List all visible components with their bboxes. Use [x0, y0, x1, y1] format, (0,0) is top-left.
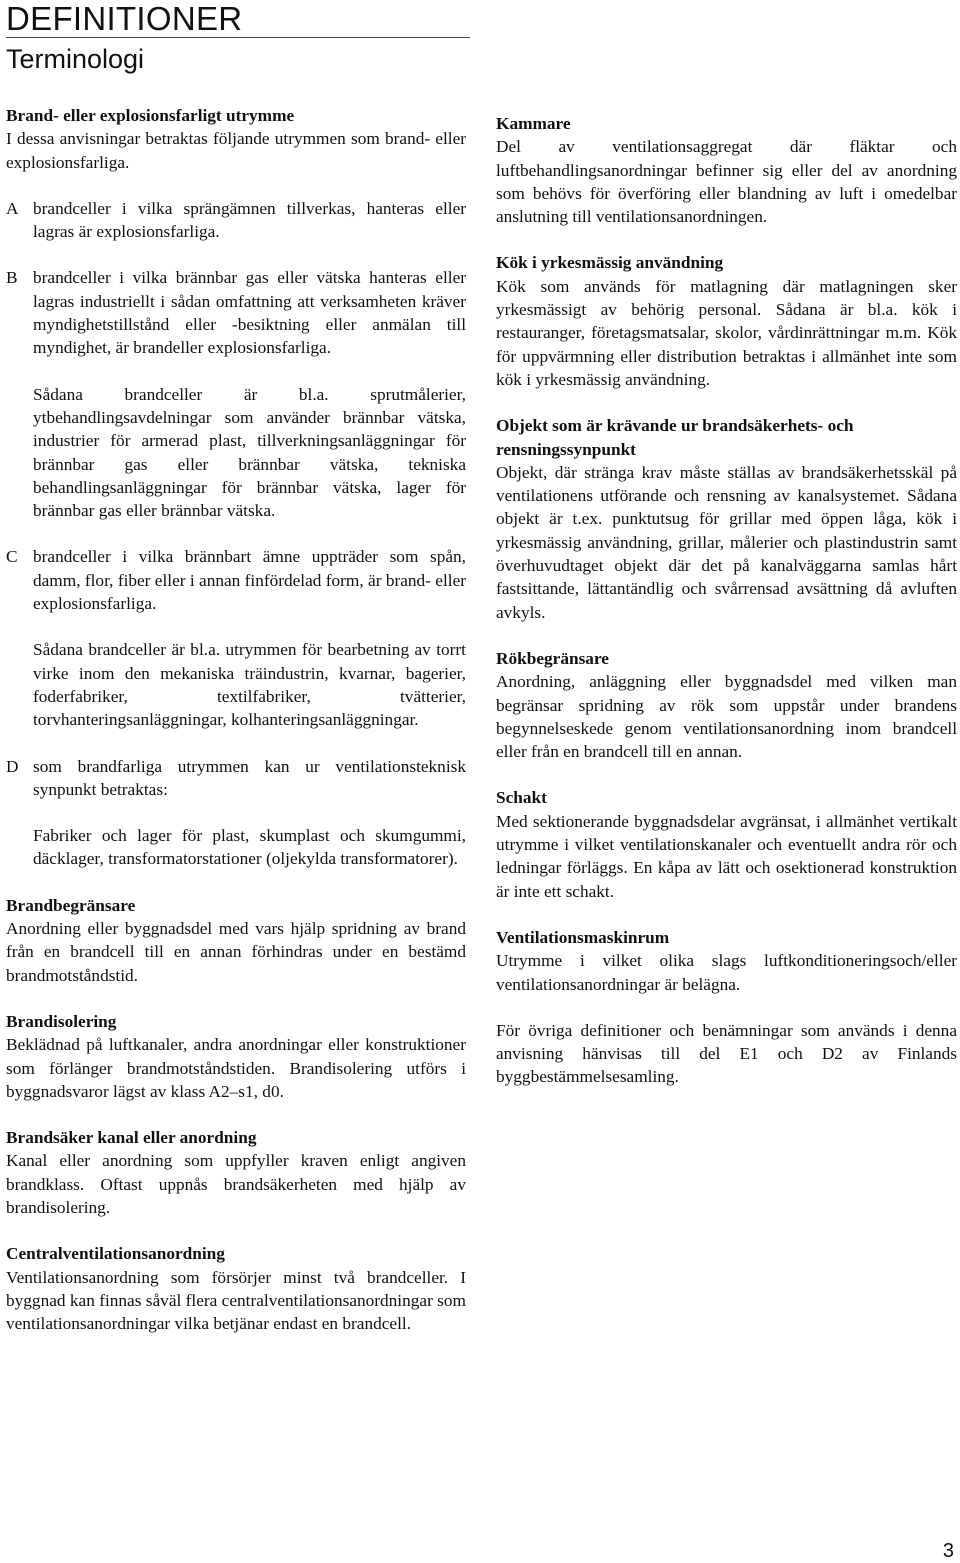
definition-term: Rökbegränsare	[496, 648, 609, 668]
left-column	[6, 104, 466, 1358]
item-example: Sådana brandceller är bl.a. sprutmålerier, ytbehandlingsavdelningar som använder brännbar vätska, industrier för armerad plast, tillverkningsanläggningar för brännbar gas eller brännbar vätska, tekniska behandlingsanläggningar för brännbar vätska, lager för brännbar gas eller brännbar vätska.	[33, 384, 466, 521]
definition-term: Brandisolering	[6, 1011, 117, 1031]
page-subtitle: Terminologi	[6, 44, 145, 74]
page-title: DEFINITIONER	[6, 0, 243, 37]
definition-text: Kanal eller anordning som uppfyller kraven enligt angiven brandklass. Oftast uppnås brandsäkerheten med hjälp av brandisolering.	[6, 1151, 466, 1217]
list-item-d	[6, 755, 466, 802]
definition-text: Beklädnad på luftkanaler, andra anordningar eller konstruktioner som förlänger brandmotståndstiden. Brandisolering utförs i byggnadsvaror lägst av klass A2–s1, d0.	[6, 1035, 466, 1101]
item-example: Sådana brandceller är bl.a. utrymmen för bearbetning av torrt virke inom den mekaniska träindustrin, kvarnar, bagerier, foderfabriker, textilfabriker, tvätterier, torvhanteringsanläggningar, kolhanteringsanläggningar.	[33, 640, 466, 730]
item-letter: D	[6, 756, 19, 776]
item-text: brandceller i vilka brännbar gas eller vätska hanteras eller lagras industriellt i sådan omfattning att verksamheten kräver myndighetstillstånd eller -besiktning eller anmälan till myndighet, är brandeller explosionsfarliga.	[33, 268, 466, 358]
definition-ventilationsmaskinrum	[496, 926, 957, 996]
item-letter: C	[6, 547, 18, 567]
item-text: brandceller i vilka sprängämnen tillverkas, hanteras eller lagras är explosionsfarliga.	[33, 198, 466, 242]
definition-term: Brandsäker kanal eller anordning	[6, 1128, 257, 1148]
definition-text: Med sektionerande byggnadsdelar avgränsat, i allmänhet vertikalt utrymme i vilket ventilationskanaler och eventuellt andra rör och ledningar förläggs. En kåpa av lätt och osektionerad konstruktion är inte ett schakt.	[496, 811, 957, 901]
item-letter: A	[6, 198, 19, 218]
definition-text: Kök som används för matlagning där matlagningen sker yrkesmässigt av behörig personal. Sådana är bl.a. kök i restauranger, företagsmatsalar, skolor, vårdinrättningar m.m. Kök för uppvärmning eller distribution betraktas i allmänhet inte som kök i yrkesmässig användning.	[496, 276, 957, 389]
item-text: som brandfarliga utrymmen kan ur ventilationsteknisk synpunkt betraktas:	[33, 756, 466, 799]
definition-explosive-room	[6, 104, 466, 871]
definition-text: Anordning, anläggning eller byggnadsdel med vilken man begränsar spridning av rök som uppstår under brandens begynnelseskede genom ventilationsanordning inom brandcell eller från en brandcell till en annan.	[496, 672, 957, 762]
list-item-b	[6, 266, 466, 359]
definition-term: Objekt som är krävande ur brandsäkerhets- och rensningssynpunkt	[496, 416, 854, 459]
definition-term: Brandbegränsare	[6, 895, 136, 915]
page-header	[6, 0, 470, 75]
title-rule	[6, 37, 470, 38]
definition-text: Objekt, där stränga krav måste ställas av brandsäkerhetsskäl på ventilationens utförande och rensning av kanalsystemet. Sådana objekt är t.ex. punktutsug för grillar med öppen låga, kök i yrkesmässig användning, grillar, målerier och plastindustrin samt överhuvudtaget objekt där det på kanalväggarna samlas hårt fastsittande, lättantändlig och svårrensad avsättning då avluften avkyls.	[496, 462, 957, 622]
item-letter: B	[6, 268, 18, 288]
definition-brandsaker-kanal	[6, 1126, 466, 1219]
definition-objekt	[496, 414, 957, 624]
closing-paragraph: För övriga definitioner och benämningar som används i denna anvisning hänvisas till del E1 och D2 av Finlands byggbestämmelsesamling.	[496, 1020, 957, 1087]
list-item-c	[6, 545, 466, 615]
definition-text: I dessa anvisningar betraktas följande utrymmen som brand- eller explosionsfarliga.	[6, 129, 466, 172]
definition-kammare	[496, 112, 957, 228]
definition-schakt	[496, 786, 957, 902]
definition-term: Schakt	[496, 788, 547, 808]
definition-text: Utrymme i vilket olika slags luftkonditioneringsoch/eller ventilationsanordningar är belägna.	[496, 951, 957, 994]
definition-kok	[496, 251, 957, 391]
definition-text: Anordning eller byggnadsdel med vars hjälp spridning av brand från en brandcell till en annan förhindras under en bestämd brandmotståndstid.	[6, 919, 466, 985]
page-number: 3	[942, 1540, 954, 1562]
definition-term: Kök i yrkesmässig användning	[496, 253, 724, 273]
definition-brandbegransare	[6, 894, 466, 987]
definition-term: Kammare	[496, 114, 571, 133]
item-text: brandceller i vilka brännbart ämne uppträder som spån, damm, flor, fiber eller i annan finfördelad form, är brand- eller explosionsfarliga.	[33, 547, 466, 614]
definition-term: Brand- eller explosionsfarligt utrymme	[6, 106, 295, 125]
definition-term: Ventilationsmaskinrum	[496, 927, 670, 947]
definition-brandisolering	[6, 1010, 466, 1103]
definition-text: Ventilationsanordning som försörjer minst två brandceller. I byggnad kan finnas såväl flera centralventilationsanordningar som ventilationsanordningar vilka betjänar endast en brandcell.	[6, 1267, 466, 1334]
definition-rokbegransare	[496, 647, 957, 763]
definition-text: Del av ventilationsaggregat där fläktar och luftbehandlingsanordningar befinner sig eller del av anordning som behövs för överföring eller blandning av luft i omedelbar anslutning till ventilationsanordningen.	[496, 137, 957, 227]
definition-centralventilation	[6, 1242, 466, 1335]
definition-term: Centralventilationsanordning	[6, 1244, 225, 1264]
right-column	[496, 112, 957, 1089]
item-example: Fabriker och lager för plast, skumplast och skumgummi, däcklager, transformatorstationer (oljekylda transformatorer).	[33, 826, 466, 869]
list-item-a	[6, 197, 466, 244]
